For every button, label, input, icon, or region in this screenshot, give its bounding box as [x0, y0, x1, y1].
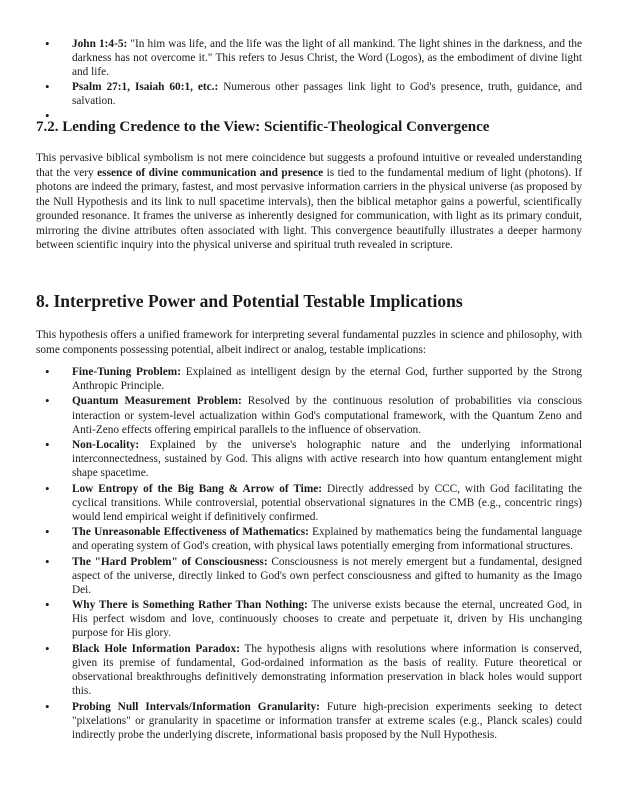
subsection-heading: 7.2. Lending Credence to the View: Scientific-Theological Convergence — [36, 119, 490, 135]
item-term: Non-Locality: — [72, 439, 140, 452]
scripture-list — [0, 37, 618, 124]
item-term: The Unreasonable Effectiveness of Mathematics: — [72, 526, 309, 539]
list-item — [0, 525, 618, 553]
list-item — [0, 642, 618, 698]
list-item — [0, 555, 618, 597]
section-intro: This hypothesis offers a unified framework for interpreting several fundamental puzzles in science and philosophy, with some components possessing potential, albeit indirect or analog, testable implications: — [36, 329, 582, 356]
list-item — [0, 80, 618, 108]
item-term: Low Entropy of the Big Bang & Arrow of Time: — [72, 482, 323, 495]
list-item — [0, 37, 618, 79]
item-term: Fine-Tuning Problem: — [72, 366, 181, 378]
item-term: The "Hard Problem" of Consciousness: — [72, 555, 268, 568]
item-text: The hypothesis aligns with resolutions where information is conserved, given its premise of fundamental, God-ordained information as the basis of reality. Future theoretical or observational breakthroughs definitively demonstrating information preservation in black holes would support this. — [72, 642, 582, 698]
item-term: Probing Null Intervals/Information Granularity: — [72, 700, 320, 713]
item-term: Why There is Something Rather Than Nothing: — [72, 599, 308, 612]
scripture-reference: Psalm 27:1, Isaiah 60:1, etc.: — [72, 81, 219, 94]
scripture-text: Numerous other passages link light to God's presence, truth, guidance, and salvation. — [72, 81, 582, 108]
list-item — [0, 438, 618, 480]
item-text: Explained by mathematics being the fundamental language and operating system of God's creation, with physical laws potentially emerging from informational structures. — [72, 526, 583, 553]
item-text: The universe exists because the eternal, uncreated God, in His perfect wisdom and love, continuously chooses to create and perpetuate it, driven by His unchanging purpose for His glory. — [72, 599, 582, 640]
list-item — [0, 700, 618, 742]
scripture-text: "In him was life, and the life was the light of all mankind. The light shines in the darkness, and the darkness has not overcome it." This refers to Jesus Christ, the Word (Logos), as the embodiment of divine light and life. — [72, 38, 583, 79]
item-term: Quantum Measurement Problem: — [72, 395, 242, 408]
list-item — [0, 394, 618, 436]
paragraph-text: is tied to the fundamental medium of light (photons). If photons are indeed the primary, fastest, and most pervasive information carriers in the physical universe (as proposed by the Null Hypothesis and its link to null spacetime intervals), then the biblical metaphor gains a powerful, scientifically grounded resonance. It frames the universe as inherently designed for communication, with light as its primary conduit, mirroring the divine attributes often associated with light. This convergence beautifully illustrates a deeper harmony between scientific inquiry into the physical universe and spiritual truth revealed in scripture. — [36, 166, 582, 251]
paragraph-emphasis: essence of divine communication and presence — [97, 166, 324, 179]
list-item — [0, 365, 618, 393]
scripture-reference: John 1:4-5: — [72, 38, 128, 50]
item-term: Black Hole Information Paradox: — [72, 642, 240, 655]
item-text: Resolved by the continuous resolution of probabilities via conscious interaction or system-level actualization within God's computational framework, with the Quantum Zeno and Anti-Zeno effects offering empirical parallels to the influence of observation. — [72, 395, 582, 436]
item-text: Future high-precision experiments seeking to detect "pixelations" or granularity in spacetime or information transfer at extreme scales (e.g., Planck scales) could indirectly probe the underlying discrete, informational basis proposed by the Null Hypothesis. — [72, 700, 582, 741]
implications-list — [0, 365, 618, 743]
item-text: Directly addressed by CCC, with God facilitating the cyclical transitions. While controversial, potential observational signatures in the CMB (e.g., concentric rings) would lend empirical weight if definitively confirmed. — [72, 482, 582, 523]
item-text: Consciousness is not merely emergent but a fundamental, designed aspect of the universe, directly linked to God's own perfect consciousness and gifted to humanity as the Imago Dei. — [72, 555, 582, 596]
list-item — [0, 598, 618, 640]
paragraph-text: This pervasive biblical symbolism is not mere coincidence but suggests a profound intuitive or revealed understanding that the very — [36, 152, 582, 179]
subsection-paragraph — [36, 151, 582, 253]
section-heading: 8. Interpretive Power and Potential Testable Implications — [36, 291, 463, 311]
item-text: Explained as intelligent design by the eternal God, further supported by the Strong Anthropic Principle. — [72, 366, 582, 393]
list-item — [0, 482, 618, 524]
item-text: Explained by the universe's holographic nature and the underlying informational interconnectedness, sustained by God. This aligns with active research into how quantum entanglement might shape spacetime. — [72, 439, 582, 480]
